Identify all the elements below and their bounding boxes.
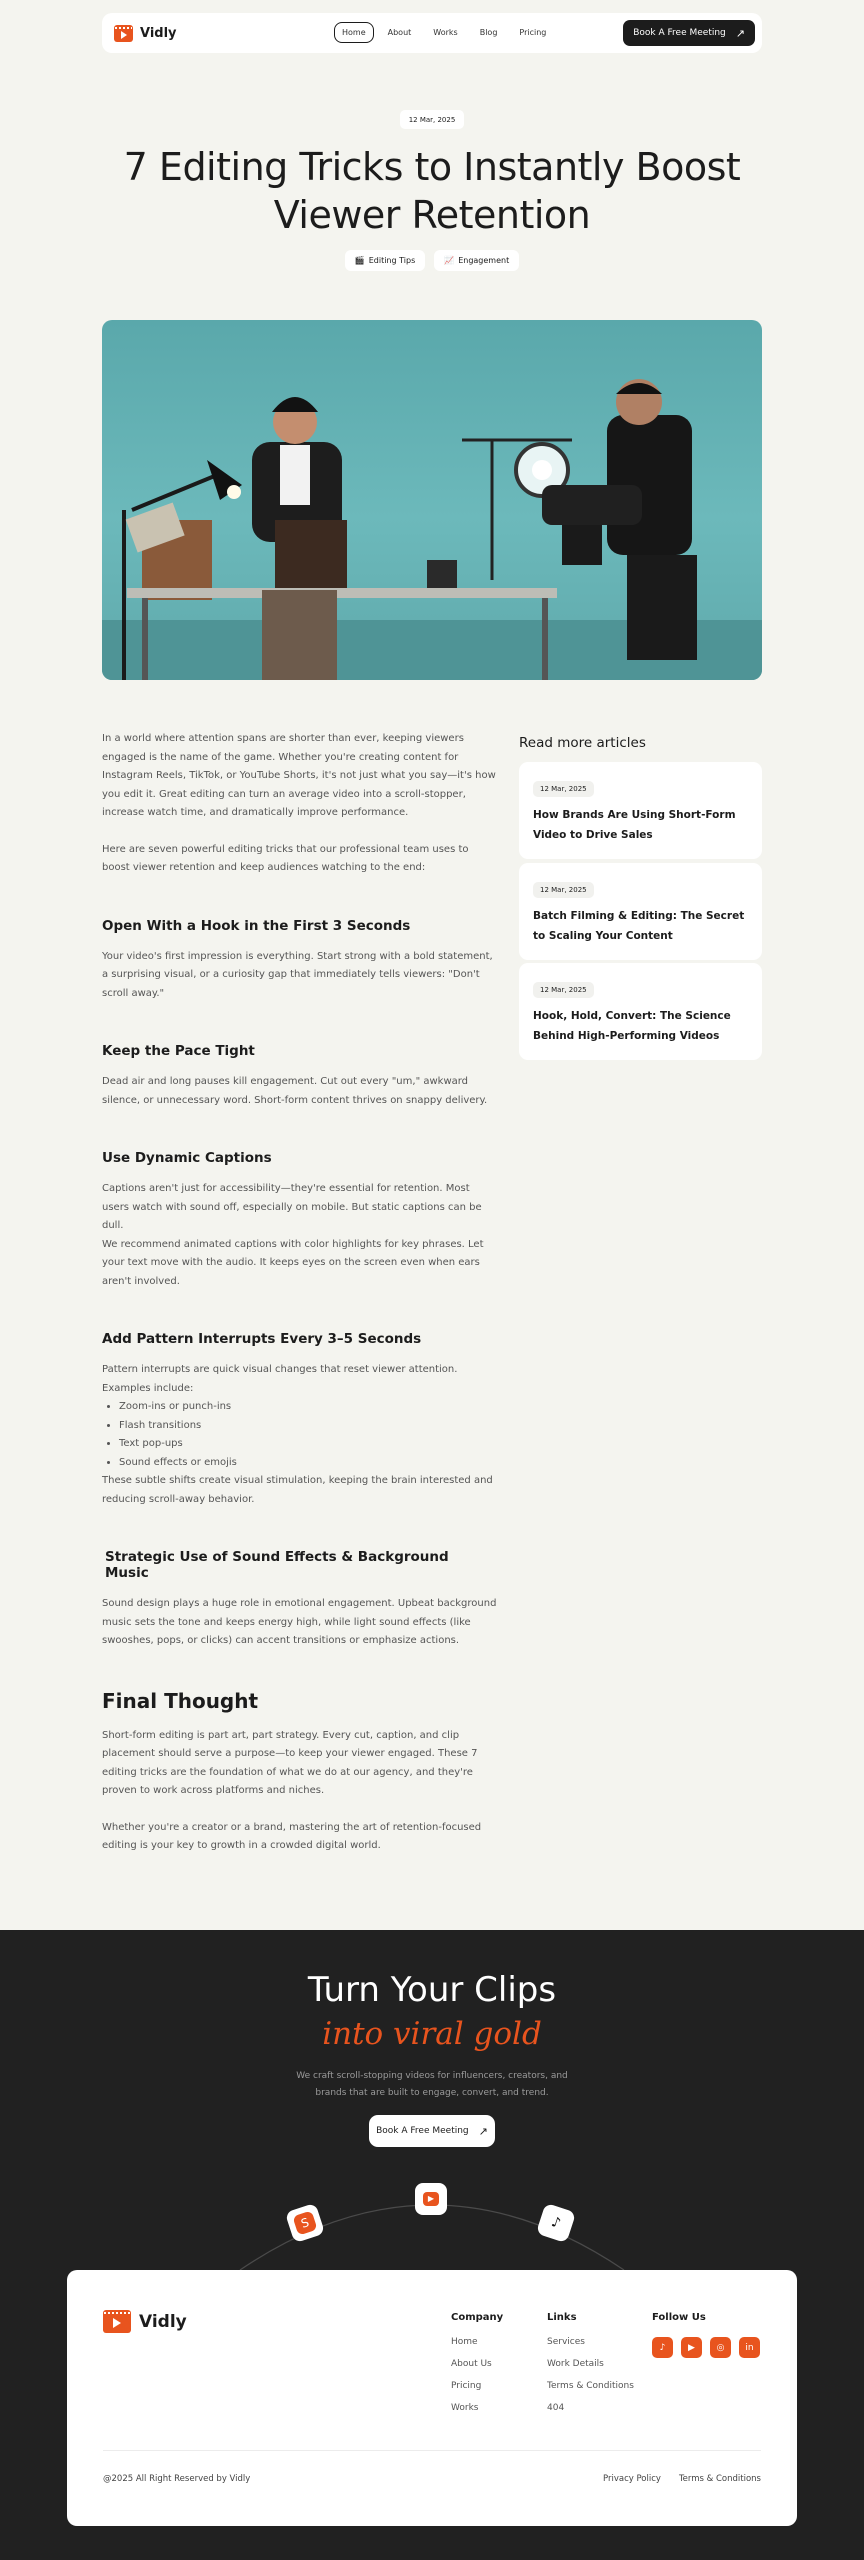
list-item: • Text pop-ups (119, 1435, 497, 1454)
section-text-hook: Your video's first impression is everything. Start strong with a bold statement, a surprising visual, or a curiosity gap that immediately tells viewers: "Don't scroll away." (102, 950, 493, 999)
final-thought-heading: Final Thought (102, 1688, 259, 1713)
instagram-icon[interactable]: ◎ (710, 2337, 731, 2358)
section-text-sound: Sound design plays a huge role in emotional engagement. Upbeat background music sets the tone and keeps energy high, while light sound effects (like swooshes, pops, or clicks) can accent transitions or emphasize actions. (102, 1598, 497, 1646)
footer-link-home[interactable]: Home (451, 2337, 478, 2347)
interrupt-examples-list (102, 1398, 497, 1472)
tag-label: Engagement (458, 256, 510, 265)
tag-list (0, 250, 864, 271)
tag-label: Editing Tips (368, 256, 416, 265)
section-text-pace: Dead air and long pauses kill engagement. Cut out every "um," awkward silence, or unnecessary word. Short-form content thrives on snappy delivery. (102, 1076, 488, 1106)
footer-link-terms[interactable]: Terms & Conditions (547, 2381, 634, 2391)
nav-link-home[interactable]: Home (334, 22, 374, 43)
tiktok-app-icon: ♪ (536, 2203, 576, 2243)
social-links (652, 2337, 760, 2358)
youtube-icon[interactable]: ▶ (681, 2337, 702, 2358)
section-text-interrupts-3: These subtle shifts create visual stimulation, keeping the brain interested and reducing scroll-away behavior. (102, 1475, 493, 1505)
brand-name: Vidly (140, 25, 177, 41)
footer-link-pricing[interactable]: Pricing (451, 2381, 482, 2391)
section-heading-sound: Strategic Use of Sound Effects & Background Music (105, 1549, 449, 1581)
footer-link-services[interactable]: Services (547, 2337, 585, 2347)
sidebar-title: Read more articles (519, 735, 646, 751)
hero-image (102, 320, 762, 680)
tag-engagement[interactable] (434, 250, 519, 271)
card-title: Hook, Hold, Convert: The Science Behind High-Performing Videos (533, 1010, 731, 1042)
nav-links (334, 22, 554, 43)
footer-links-column (547, 2312, 634, 2425)
final-thought-text-2: Whether you're a creator or a brand, mastering the art of retention-focused editing is your key to growth in a crowded digital world. (102, 1821, 482, 1851)
section-text-interrupts-2: Examples include: (102, 1382, 194, 1394)
nav-link-blog[interactable]: Blog (479, 28, 498, 37)
film-logo-icon (103, 2310, 131, 2333)
navbar (102, 13, 762, 53)
book-meeting-button[interactable] (623, 20, 755, 46)
nav-link-works[interactable]: Works (433, 28, 458, 37)
footer-link-work-details[interactable]: Work Details (547, 2359, 604, 2369)
article-intro-1: In a world where attention spans are shorter than ever, keeping viewers engaged is the name of the game. Whether you're creating content for Instagram Reels, TikTok, or YouTube Shorts, it's not just what you say—it's how you edit it. Great editing can turn an average video into a scroll-stopper, increase watch time, and dramatically improve performance. (102, 733, 496, 818)
card-date: 12 Mar, 2025 (533, 982, 594, 998)
related-article-card[interactable] (519, 963, 762, 1060)
footer-company-column (451, 2312, 503, 2425)
footer-links-title: Links (547, 2312, 577, 2323)
studio-scene-illustration (102, 320, 762, 680)
footer-logo[interactable] (103, 2310, 187, 2333)
footer-divider (103, 2450, 761, 2451)
list-item: • Zoom-ins or punch-ins (119, 1398, 497, 1417)
reels-app-icon: ▶ (415, 2183, 447, 2215)
footer-follow-column (652, 2312, 760, 2358)
card-date: 12 Mar, 2025 (533, 781, 594, 797)
brand-logo[interactable] (114, 25, 177, 42)
related-article-card[interactable] (519, 762, 762, 859)
arrow-up-right-icon: ↗ (735, 26, 745, 40)
tag-editing-tips[interactable] (345, 250, 425, 271)
footer-brand-name: Vidly (139, 2311, 187, 2332)
list-item: • Sound effects or emojis (119, 1454, 497, 1473)
card-title: Batch Filming & Editing: The Secret to Scaling Your Content (533, 910, 745, 942)
card-date: 12 Mar, 2025 (533, 882, 594, 898)
final-thought-text-1: Short-form editing is part art, part strategy. Every cut, caption, and clip placement should serve a purpose—to keep your viewer engaged. These 7 editing tricks are the foundation of what we do at our agency, and they're proven to work across platforms and niches. (102, 1729, 478, 1796)
cta-title: Turn Your Clips (307, 1970, 557, 2010)
arrow-up-right-icon: ↗ (478, 2124, 488, 2138)
card-title: How Brands Are Using Short-Form Video to Drive Sales (533, 809, 736, 841)
section-heading-interrupts: Add Pattern Interrupts Every 3–5 Seconds (102, 1331, 422, 1347)
film-logo-icon (114, 25, 133, 42)
copyright-text: @2025 All Right Reserved by Vidly (103, 2474, 251, 2484)
footer-card (67, 2270, 797, 2526)
post-date: 12 Mar, 2025 (400, 110, 464, 129)
footer-link-404[interactable]: 404 (547, 2403, 565, 2413)
section-text-captions-1: Captions aren't just for accessibility—they're essential for retention. Most users watch with sound off, especially on mobile. But static captions can be dull. (102, 1183, 482, 1231)
short-video-app-icon: S (285, 2203, 325, 2243)
footer-follow-title: Follow Us (652, 2312, 706, 2323)
list-item: • Flash transitions (119, 1417, 497, 1436)
tiktok-icon[interactable]: ♪ (652, 2337, 673, 2358)
clapperboard-icon: 🎬 (354, 256, 365, 265)
section-heading-pace: Keep the Pace Tight (102, 1043, 255, 1059)
linkedin-icon[interactable]: in (739, 2337, 760, 2358)
footer-link-about[interactable]: About Us (451, 2359, 492, 2369)
page-title: 7 Editing Tricks to Instantly Boost Viewer Retention (123, 145, 741, 237)
book-meeting-label: Book A Free Meeting (633, 28, 726, 38)
legal-links (603, 2474, 761, 2484)
section-text-interrupts-1: Pattern interrupts are quick visual changes that reset viewer attention. (102, 1364, 458, 1375)
footer-company-title: Company (451, 2312, 504, 2323)
article-intro-2: Here are seven powerful editing tricks that our professional team uses to boost viewer retention and keep audiences watching to the end: (102, 843, 469, 873)
section-text-captions-2: We recommend animated captions with color highlights for key phrases. Let your text move with the audio. It keeps eyes on the screen even when ears aren't involved. (102, 1238, 484, 1287)
section-heading-hook: Open With a Hook in the First 3 Seconds (102, 917, 411, 934)
cta-description: We craft scroll-stopping videos for influencers, creators, and brands that are built to engage, convert, and trend. (296, 2071, 568, 2098)
related-article-card[interactable] (519, 863, 762, 960)
footer-link-works[interactable]: Works (451, 2403, 479, 2413)
terms-conditions-link[interactable]: Terms & Conditions (678, 2474, 761, 2484)
article-body (102, 730, 497, 1856)
cta-subtitle: into viral gold (322, 2016, 542, 2052)
nav-link-pricing[interactable]: Pricing (519, 28, 547, 37)
nav-link-about[interactable]: About (387, 28, 412, 37)
privacy-policy-link[interactable]: Privacy Policy (603, 2474, 661, 2484)
cta-footer-section (0, 1930, 864, 2560)
chart-icon: 📈 (444, 256, 455, 265)
cta-button-label: Book A Free Meeting (376, 2126, 469, 2136)
section-heading-captions: Use Dynamic Captions (102, 1150, 272, 1166)
